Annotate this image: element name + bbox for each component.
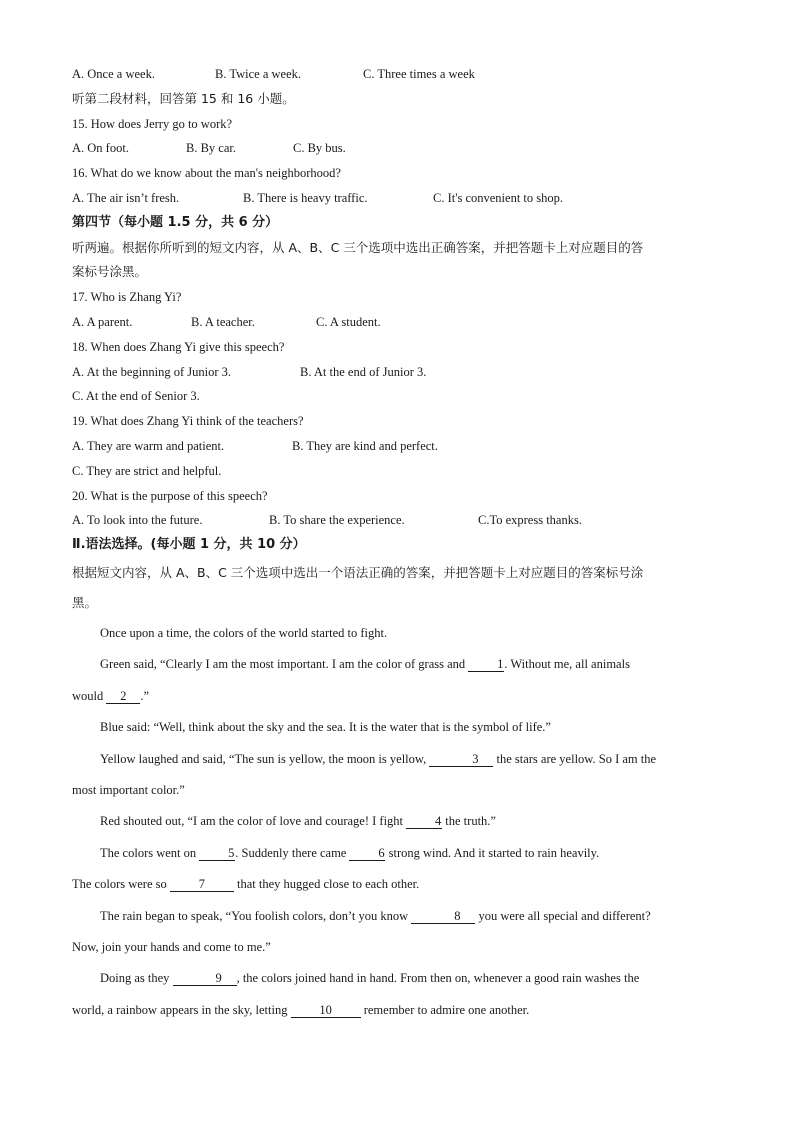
passage-paragraph-7 [72, 901, 732, 932]
passage-text: Red shouted out, “I am the color of love and courage! I fight [100, 814, 407, 829]
q17-option-b[interactable]: B. A teacher. [191, 314, 255, 329]
q19-option-b[interactable]: B. They are kind and perfect. [292, 438, 438, 453]
blank-7[interactable]: 7 [170, 877, 234, 892]
passage-paragraph-5 [72, 806, 732, 837]
passage-text: . Without me, all animals [504, 657, 630, 672]
q16-options [72, 186, 732, 211]
passage-text: The colors went on [100, 845, 200, 860]
blank-10[interactable]: 10 [291, 1003, 361, 1018]
q17-question: 17. Who is Zhang Yi? [72, 290, 182, 305]
passage-paragraph-1: Once upon a time, the colors of the world started to fight. [100, 625, 388, 640]
blank-6[interactable]: 6 [349, 846, 385, 861]
q19-option-a[interactable]: A. They are warm and patient. [72, 438, 225, 453]
q18-option-a[interactable]: A. At the beginning of Junior 3. [72, 364, 232, 379]
part2-intro: 听第二段材料，回答第 15 和 16 小题。 [72, 90, 295, 106]
passage-paragraph-7-cont: Now, join your hands and come to me.” [72, 940, 271, 954]
grammar-title: Ⅱ.语法选择。(每小题 1 分，共 10 分） [72, 537, 306, 553]
q19-options-row1 [72, 434, 732, 459]
q20-question: 20. What is the purpose of this speech? [72, 488, 268, 503]
q14-option-a[interactable]: A. Once a week. [72, 67, 155, 81]
passage-paragraph-2 [72, 649, 732, 680]
passage-paragraph-4-cont: most important color.” [72, 782, 185, 797]
passage-text: that they hugged close to each other. [233, 877, 420, 892]
passage-paragraph-4 [72, 744, 732, 775]
passage-text: The colors were so [72, 877, 170, 892]
q20-options [72, 508, 732, 533]
q16-option-b[interactable]: B. There is heavy traffic. [243, 190, 368, 205]
q18-options-row1 [72, 360, 732, 385]
blank-3[interactable]: 3 [429, 752, 493, 767]
passage-paragraph-6-cont [72, 869, 732, 900]
q16-option-c[interactable]: C. It's convenient to shop. [433, 190, 564, 205]
passage-paragraph-2-cont [72, 681, 732, 712]
grammar-instruction-line1: 根据短文内容，从 A、B、C 三个选项中选出一个语法正确的答案，并把答题卡上对应题目的答案标号涂 [72, 564, 644, 580]
passage-paragraph-3: Blue said: “Well, think about the sky and the sea. It is the water that is the symbol of life.” [100, 720, 551, 735]
q17-options [72, 310, 732, 335]
q18-option-c[interactable]: C. At the end of Senior 3. [72, 389, 200, 404]
q14-option-b[interactable]: B. Twice a week. [215, 67, 302, 81]
q15-question: 15. How does Jerry go to work? [72, 116, 233, 131]
q15-option-b[interactable]: B. By car. [186, 141, 236, 156]
passage-text: strong wind. And it started to rain heavily. [385, 845, 600, 860]
passage-paragraph-8 [72, 963, 732, 994]
passage-paragraph-6 [72, 838, 732, 869]
blank-1[interactable]: 1 [468, 657, 504, 672]
q20-option-c[interactable]: C.To express thanks. [478, 513, 582, 528]
passage-text: you were all special and different? [475, 908, 651, 923]
q17-option-a[interactable]: A. A parent. [72, 314, 133, 329]
exam-page [72, 62, 732, 1026]
section4-instruction-line2: 案标号涂黑。 [72, 264, 148, 280]
q14-options [72, 62, 732, 87]
grammar-instruction-line2: 黑。 [72, 594, 98, 610]
q16-question: 16. What do we know about the man's neighborhood? [72, 166, 341, 181]
passage-text: world, a rainbow appears in the sky, letting [72, 1002, 291, 1017]
passage-text: Doing as they [100, 971, 173, 986]
q19-question: 19. What does Zhang Yi think of the teachers? [72, 414, 304, 429]
passage-text: the stars are yellow. So I am the [493, 751, 657, 766]
section4-title: 第四节（每小题 1.5 分，共 6 分） [72, 214, 279, 230]
passage-text: remember to admire one another. [360, 1002, 530, 1017]
q18-question: 18. When does Zhang Yi give this speech? [72, 339, 285, 354]
blank-4[interactable]: 4 [406, 814, 442, 829]
passage-paragraph-8-cont [72, 995, 732, 1026]
passage-text: Yellow laughed and said, “The sun is yellow, the moon is yellow, [100, 751, 430, 766]
passage-text: , the colors joined hand in hand. From then on, whenever a good rain washes the [236, 971, 640, 986]
section4-instruction-line1: 听两遍。根据你所听到的短文内容，从 A、B、C 三个选项中选出正确答案，并把答题卡上对应题目的答 [72, 239, 644, 255]
passage-text: .” [140, 688, 150, 703]
q15-options [72, 136, 732, 161]
passage-text: Green said, “Clearly I am the most important. I am the color of grass and [100, 657, 469, 672]
blank-8[interactable]: 8 [411, 909, 475, 924]
q20-option-a[interactable]: A. To look into the future. [72, 513, 203, 528]
passage-text: would [72, 688, 107, 703]
q15-option-c[interactable]: C. By bus. [293, 141, 346, 156]
q17-option-c[interactable]: C. A student. [316, 314, 381, 329]
passage-text: . Suddenly there came [235, 845, 350, 860]
q16-option-a[interactable]: A. The air isn’t fresh. [72, 190, 180, 205]
q20-option-b[interactable]: B. To share the experience. [269, 513, 405, 528]
blank-2[interactable]: 2 [106, 689, 140, 704]
blank-9[interactable]: 9 [173, 971, 237, 986]
passage-text: the truth.” [442, 814, 496, 829]
q15-option-a[interactable]: A. On foot. [72, 141, 129, 156]
q14-option-c[interactable]: C. Three times a week [363, 67, 475, 81]
q18-option-b[interactable]: B. At the end of Junior 3. [300, 364, 427, 379]
passage-text: The rain began to speak, “You foolish colors, don’t you know [100, 908, 412, 923]
blank-5[interactable]: 5 [199, 846, 235, 861]
q19-option-c[interactable]: C. They are strict and helpful. [72, 463, 222, 478]
